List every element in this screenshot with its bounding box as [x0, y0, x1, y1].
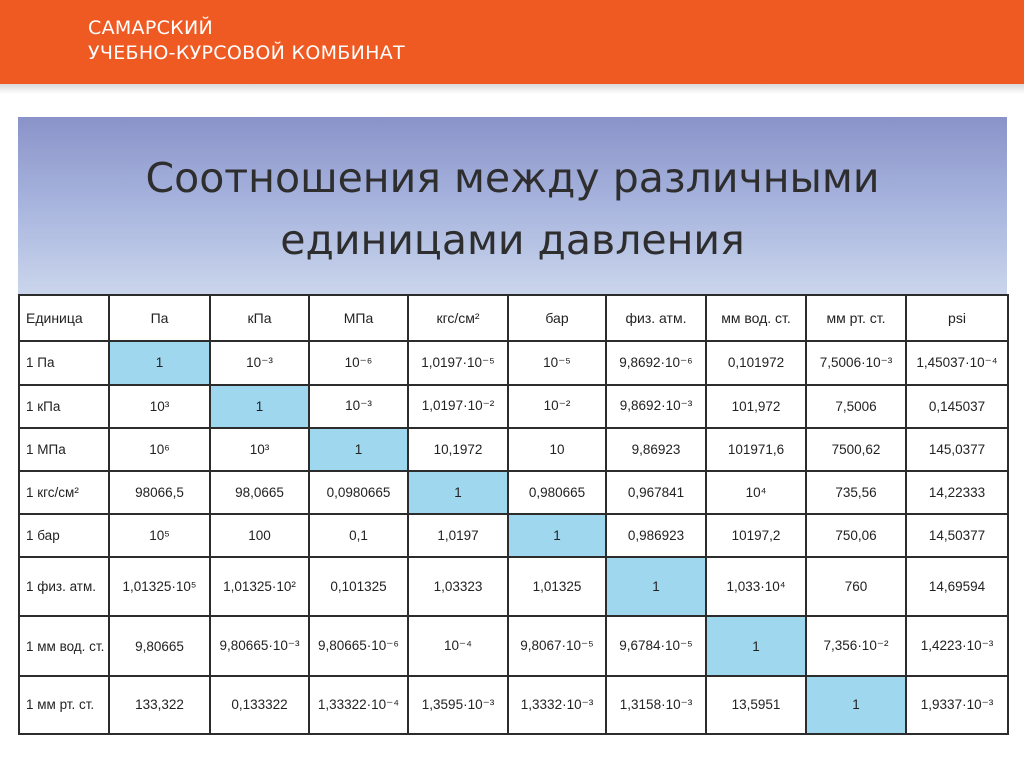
row-header: 1 кгс/см²	[19, 471, 109, 514]
row-header: 1 Па	[19, 341, 109, 384]
table-cell: 10⁻²	[508, 385, 606, 428]
table-cell: 100	[210, 514, 309, 557]
table-cell: 98,0665	[210, 471, 309, 514]
slide-title-line-1: Соотношения между различными	[145, 154, 880, 202]
brand-logo-text	[88, 16, 405, 66]
table-cell: 10⁶	[109, 428, 210, 471]
table-row	[19, 616, 1008, 675]
table-cell: 10⁻⁴	[408, 616, 508, 675]
table-cell: 7,356·10⁻²	[806, 616, 906, 675]
column-header: физ. атм.	[606, 295, 706, 341]
column-header: мм вод. ст.	[706, 295, 806, 341]
column-header: МПа	[309, 295, 408, 341]
table-cell-identity: 1	[806, 676, 906, 734]
row-header: 1 физ. атм.	[19, 557, 109, 616]
table-cell: 0,1	[309, 514, 408, 557]
table-cell-identity: 1	[408, 471, 508, 514]
table-cell: 0,980665	[508, 471, 606, 514]
table-cell: 0,101325	[309, 557, 408, 616]
table-row	[19, 428, 1008, 471]
table-cell: 98066,5	[109, 471, 210, 514]
table-header-row	[19, 295, 1008, 341]
table-cell: 14,22333	[906, 471, 1008, 514]
table-cell: 0,101972	[706, 341, 806, 384]
table-row	[19, 557, 1008, 616]
table-cell: 1,9337·10⁻³	[906, 676, 1008, 734]
table-cell: 10⁵	[109, 514, 210, 557]
slide-title	[18, 147, 1007, 271]
table-cell: 9,8692·10⁻⁶	[606, 341, 706, 384]
row-header: 1 кПа	[19, 385, 109, 428]
table-cell: 133,322	[109, 676, 210, 734]
table-body	[19, 295, 1008, 734]
table-cell: 750,06	[806, 514, 906, 557]
header-bar	[0, 0, 1024, 84]
table-cell: 7,5006·10⁻³	[806, 341, 906, 384]
column-header: psi	[906, 295, 1008, 341]
table-cell: 9,80665	[109, 616, 210, 675]
slide-title-line-2: единицами давления	[280, 216, 745, 264]
row-header: 1 мм вод. ст.	[19, 616, 109, 675]
column-header: кПа	[210, 295, 309, 341]
table-cell: 10⁻³	[309, 385, 408, 428]
table-cell: 14,50377	[906, 514, 1008, 557]
table-cell: 145,0377	[906, 428, 1008, 471]
table-cell: 735,56	[806, 471, 906, 514]
brand-line-1: САМАРСКИЙ	[88, 17, 213, 39]
table-cell: 13,5951	[706, 676, 806, 734]
table-row	[19, 676, 1008, 734]
column-header: Па	[109, 295, 210, 341]
table-cell: 1,4223·10⁻³	[906, 616, 1008, 675]
header-shadow	[0, 84, 1024, 94]
table-cell: 1,3332·10⁻³	[508, 676, 606, 734]
table-cell: 9,80665·10⁻⁶	[309, 616, 408, 675]
table-cell: 9,8692·10⁻³	[606, 385, 706, 428]
column-header-unit: Единица	[19, 295, 109, 341]
table-cell: 10⁻⁶	[309, 341, 408, 384]
table-cell: 10³	[210, 428, 309, 471]
table-cell: 10,1972	[408, 428, 508, 471]
table-cell: 9,8067·10⁻⁵	[508, 616, 606, 675]
row-header: 1 мм рт. ст.	[19, 676, 109, 734]
table-cell: 9,80665·10⁻³	[210, 616, 309, 675]
table-cell: 0,0980665	[309, 471, 408, 514]
table-cell: 10³	[109, 385, 210, 428]
table-cell: 9,86923	[606, 428, 706, 471]
table-cell: 1,01325	[508, 557, 606, 616]
table-cell: 7500,62	[806, 428, 906, 471]
table-cell: 9,6784·10⁻⁵	[606, 616, 706, 675]
table-cell: 0,986923	[606, 514, 706, 557]
table-cell: 10⁻⁵	[508, 341, 606, 384]
table-cell: 101971,6	[706, 428, 806, 471]
table-cell: 101,972	[706, 385, 806, 428]
table-cell: 10⁻³	[210, 341, 309, 384]
table-cell: 0,133322	[210, 676, 309, 734]
table-cell: 1,3158·10⁻³	[606, 676, 706, 734]
table-cell: 1,45037·10⁻⁴	[906, 341, 1008, 384]
table-row	[19, 514, 1008, 557]
table-cell: 1,01325·10²	[210, 557, 309, 616]
table-cell-identity: 1	[706, 616, 806, 675]
row-header: 1 МПа	[19, 428, 109, 471]
table-cell: 1,33322·10⁻⁴	[309, 676, 408, 734]
column-header: бар	[508, 295, 606, 341]
table-cell: 0,145037	[906, 385, 1008, 428]
table-cell: 7,5006	[806, 385, 906, 428]
pressure-units-table	[18, 294, 1009, 735]
table-row	[19, 471, 1008, 514]
column-header: кгс/см²	[408, 295, 508, 341]
table-cell: 1,033·10⁴	[706, 557, 806, 616]
table-cell: 0,967841	[606, 471, 706, 514]
table-cell-identity: 1	[309, 428, 408, 471]
table-row	[19, 385, 1008, 428]
table-cell: 760	[806, 557, 906, 616]
table-cell: 1,03323	[408, 557, 508, 616]
table-cell: 1,3595·10⁻³	[408, 676, 508, 734]
brand-line-2: УЧЕБНО-КУРСОВОЙ КОМБИНАТ	[88, 42, 405, 64]
title-panel	[18, 117, 1007, 296]
slide-content	[18, 117, 1007, 735]
table-cell: 1,01325·10⁵	[109, 557, 210, 616]
table-cell: 1,0197	[408, 514, 508, 557]
table-cell: 10⁴	[706, 471, 806, 514]
row-header: 1 бар	[19, 514, 109, 557]
column-header: мм рт. ст.	[806, 295, 906, 341]
table-cell: 14,69594	[906, 557, 1008, 616]
table-cell: 1,0197·10⁻⁵	[408, 341, 508, 384]
table-cell-identity: 1	[210, 385, 309, 428]
table-cell-identity: 1	[508, 514, 606, 557]
table-row	[19, 341, 1008, 384]
table-cell-identity: 1	[109, 341, 210, 384]
table-cell: 1,0197·10⁻²	[408, 385, 508, 428]
table-cell-identity: 1	[606, 557, 706, 616]
table-cell: 10197,2	[706, 514, 806, 557]
table-cell: 10	[508, 428, 606, 471]
